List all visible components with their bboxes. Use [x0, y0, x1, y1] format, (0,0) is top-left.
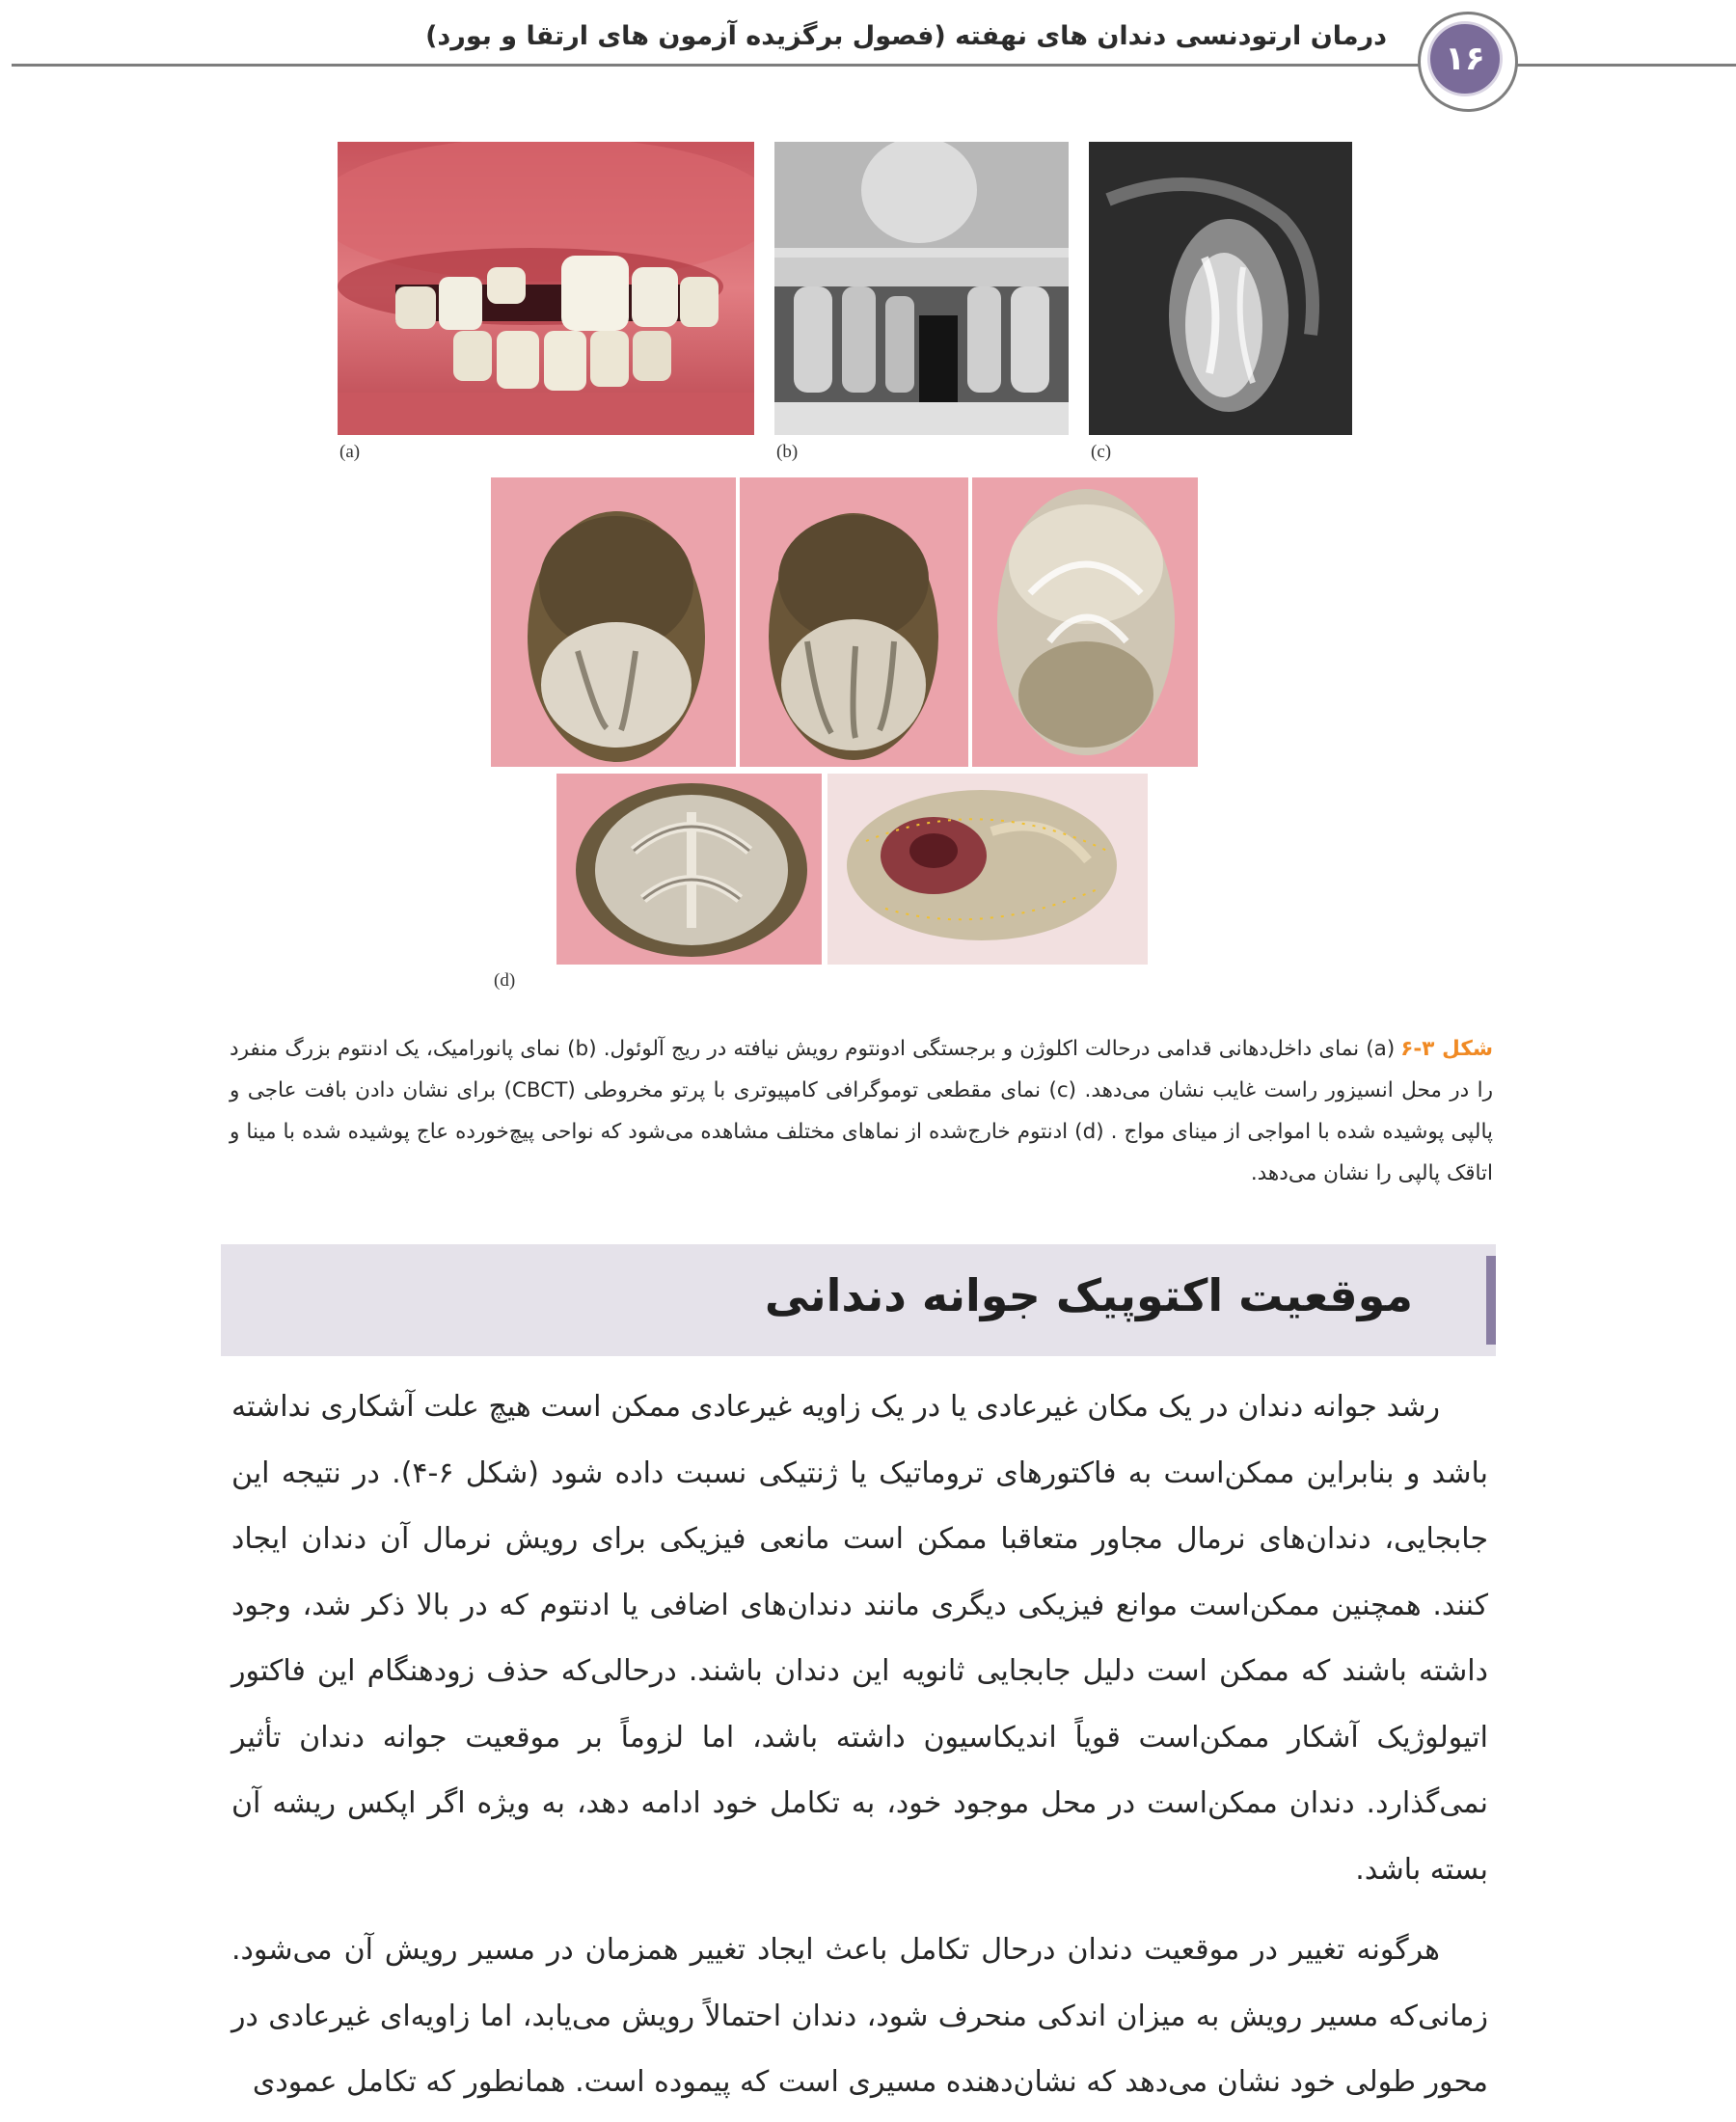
figure-d-specimen-5	[827, 774, 1148, 965]
figure-number: شکل ۳-۶	[1400, 1037, 1493, 1061]
page-number-badge	[1418, 12, 1518, 112]
figure-d-specimen-4	[556, 774, 822, 965]
figure-c-label: (c)	[1091, 442, 1112, 462]
figure-c-cbct-section	[1089, 142, 1352, 435]
figure-caption	[230, 1028, 1493, 1194]
running-header-title: درمان ارتودنسی دندان های نهفته (فصول برگزیده آزمون های ارتقا و بورد)	[425, 21, 1387, 51]
body-paragraph-1-text: رشد جوانه دندان در یک مکان غیرعادی یا در یک زاویه غیرعادی ممکن است هیچ علت آشکاری نداشته باشد و بنابراین ممکن‌است به فاکتورهای تروماتیک یا ژنتیکی نسبت داده شود (شکل ۶-۴). در نتیجه این جابجایی، دندان‌های نرمال مجاور متعاقبا ممکن است مانعی فیزیکی برای رویش نرمال آن دندان ایجاد کنند. همچنین ممکن‌است موانع فیزیکی دیگری مانند دندان‌های اضافی یا ادنتوم که در بالا ذکر شد، وجود داشته باشند که ممکن است دلیل جابجایی ثانویه این دندان باشند. درحالی‌که حذف زودهنگام این فاکتور اتیولوژیک آشکار ممکن‌است قویاً اندیکاسیون داشته باشد، اما لزوماً بر موقعیت جوانه دندان تأثیر نمی‌گذارد. دندان ممکن‌است در محل موجود خود، به تکامل خود ادامه دهد، به ویژه اگر اپکس ریشه آن بسته باشد.	[231, 1390, 1488, 1887]
body-paragraph-2	[231, 1918, 1488, 2116]
figure-a-label: (a)	[339, 442, 361, 462]
figure-d-specimen-3	[972, 477, 1198, 767]
section-heading-accent-bar	[1486, 1256, 1496, 1345]
body-paragraph-1	[231, 1374, 1488, 1903]
figure-a-intraoral-photo	[338, 142, 754, 435]
section-title: موقعیت اکتوپیک جوانه دندانی	[764, 1269, 1413, 1321]
body-paragraph-2-text: هرگونه تغییر در موقعیت دندان درحال تکامل باعث ایجاد تغییر همزمان در مسیر رویش آن می‌شود. زمانی‌که مسیر رویش به میزان اندکی منحرف شود، دندان احتمالاً رویش می‌یابد، اما زاویه‌ای غیرعادی در محور طولی خود نشان می‌دهد که نشان‌دهنده مسیری است که پیموده است. همانطور که تکامل عمودی	[231, 1933, 1488, 2099]
figure-b-label: (b)	[776, 442, 799, 462]
page-number: ۱۶	[1427, 21, 1503, 96]
caption-text: (a) نمای داخل‌دهانی قدامی درحالت اکلوژن و برجستگی ادونتوم رویش نیافته در ریج آلوئول. (b) نمای پانورامیک، یک ادنتوم بزرگ منفرد را در محل انسیزور راست غایب نشان می‌دهد. (c) نمای مقطعی توموگرافی کامپیوتری با پرتو مخروطی (CBCT) برای نشان دادن بافت عاجی و پالپی پوشیده شده با امواجی از مینای مواج . (d) ادنتوم خارج‌شده از نماهای مختلف مشاهده می‌شود که نواحی پیچ‌خورده عاج پوشیده شده با مینا و اتاقک پالپی را نشان می‌دهد.	[230, 1037, 1493, 1185]
figure-d-label: (d)	[494, 970, 516, 991]
figure-b-panoramic-radiograph	[774, 142, 1069, 435]
section-heading-band	[221, 1244, 1496, 1356]
figure-d-specimen-1	[491, 477, 736, 767]
figure-d-specimen-2	[740, 477, 968, 767]
